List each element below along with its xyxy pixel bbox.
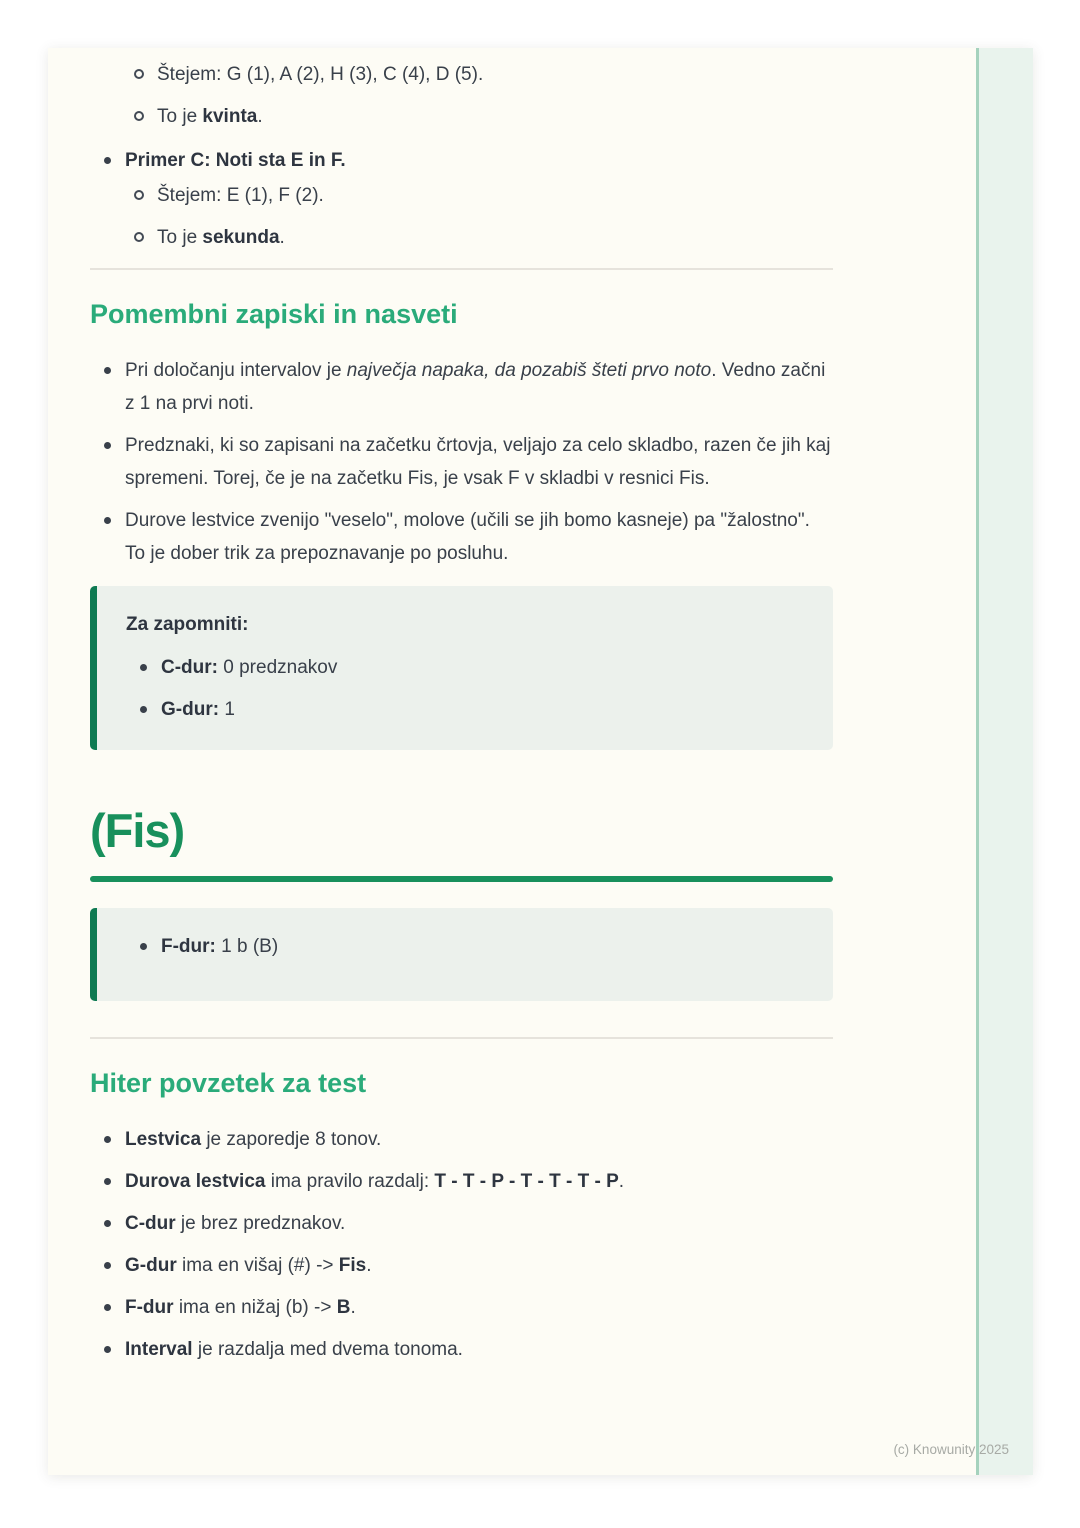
fis-page-title: (Fis) bbox=[90, 804, 185, 857]
list-item-text bbox=[125, 1129, 381, 1150]
list-item bbox=[90, 1165, 833, 1198]
list-item-text bbox=[125, 1171, 624, 1192]
text-run: Primer C: Noti sta E in F. bbox=[125, 150, 346, 171]
text-run: Durove lestvice zvenijo "veselo", molove (učili se jih bomo kasneje) pa "žalostno". To je dober trik za prepoznavanje po posluhu. bbox=[125, 510, 810, 564]
text-run: G-dur: bbox=[161, 699, 220, 720]
list-item-text bbox=[161, 657, 337, 678]
memo-list bbox=[126, 651, 803, 726]
text-run: ima en nižaj (b) -> bbox=[173, 1297, 337, 1318]
text-run: B bbox=[336, 1297, 351, 1318]
list-item-text bbox=[157, 64, 483, 85]
text-run: . bbox=[257, 106, 263, 127]
list-item bbox=[122, 58, 833, 91]
page-content bbox=[90, 48, 833, 1366]
text-run: Interval bbox=[125, 1339, 193, 1360]
memo-callout bbox=[90, 586, 833, 750]
text-run: Durova lestvica bbox=[125, 1171, 266, 1192]
text-run: največja napaka, da pozabiš šteti prvo noto bbox=[346, 360, 712, 381]
text-run: . Vedno začni z 1 na prvi noti. bbox=[125, 360, 826, 414]
text-run: ima en višaj (#) -> bbox=[176, 1255, 339, 1276]
title-underline-bar bbox=[90, 876, 833, 882]
fdur-callout bbox=[90, 908, 833, 1001]
summary-section-heading: Hiter povzetek za test bbox=[90, 1068, 367, 1098]
fdur-list bbox=[126, 930, 803, 963]
list-item-text bbox=[157, 185, 324, 206]
section-divider bbox=[90, 268, 833, 270]
list-item-text bbox=[125, 435, 830, 489]
text-run: . bbox=[279, 227, 285, 248]
decorative-right-strip bbox=[976, 48, 1033, 1475]
text-run: To je bbox=[157, 227, 203, 248]
text-run: Lestvica bbox=[125, 1129, 202, 1150]
text-run: . bbox=[618, 1171, 625, 1192]
list-item bbox=[90, 354, 833, 420]
text-run: 0 predznakov bbox=[217, 657, 338, 678]
text-run: Fis bbox=[338, 1255, 367, 1276]
text-run: je brez predznakov. bbox=[175, 1213, 346, 1234]
list-item bbox=[90, 504, 833, 570]
text-run: C-dur bbox=[125, 1213, 176, 1234]
list-item bbox=[126, 693, 803, 726]
text-run: je razdalja med dvema tonoma. bbox=[192, 1339, 463, 1360]
list-item-text bbox=[161, 699, 235, 720]
text-run: T - T - P - T - T - T - P bbox=[434, 1171, 619, 1192]
text-run: 1 bbox=[219, 699, 235, 720]
list-item bbox=[90, 1123, 833, 1156]
text-run: sekunda bbox=[202, 227, 280, 248]
copyright-text: (c) Knowunity 2025 bbox=[893, 1442, 1009, 1457]
text-run: . bbox=[366, 1255, 372, 1276]
text-run: Predznaki, ki so zapisani na začetku črtovja, veljajo za celo skladbo, razen če jih kaj spremeni. Torej, če je na začetku Fis, je vsak F v skladbi v resnici Fis. bbox=[125, 435, 831, 489]
list-item bbox=[122, 179, 833, 212]
list-item bbox=[90, 1291, 833, 1324]
list-item-text bbox=[125, 510, 810, 564]
list-item-text bbox=[125, 1255, 372, 1276]
text-run: G-dur bbox=[125, 1255, 177, 1276]
list-item-text bbox=[161, 936, 278, 957]
list-item bbox=[90, 1249, 833, 1282]
text-run: . bbox=[350, 1297, 356, 1318]
list-item bbox=[126, 651, 803, 684]
list-item-text bbox=[125, 150, 346, 171]
text-run: To je bbox=[157, 106, 203, 127]
list-item-text bbox=[125, 360, 825, 414]
document-page bbox=[48, 48, 1033, 1475]
list-item-text bbox=[125, 1339, 463, 1360]
text-run: ima pravilo razdalj: bbox=[265, 1171, 435, 1192]
text-run: Štejem: E (1), F (2). bbox=[157, 185, 324, 206]
list-item-text bbox=[157, 227, 285, 248]
text-run: Štejem: G (1), A (2), H (3), C (4), D (5). bbox=[157, 64, 484, 85]
text-run: F-dur bbox=[125, 1297, 174, 1318]
text-run: Pri določanju intervalov je bbox=[125, 360, 347, 381]
interval-examples-list bbox=[90, 58, 833, 254]
section-divider bbox=[90, 1037, 833, 1039]
text-run: kvinta bbox=[202, 106, 258, 127]
list-item bbox=[90, 1333, 833, 1366]
notes-list bbox=[90, 354, 833, 570]
list-item bbox=[90, 144, 833, 177]
list-item bbox=[90, 429, 833, 495]
list-item-text bbox=[125, 1297, 356, 1318]
text-run: C-dur: bbox=[161, 657, 218, 678]
list-item-text bbox=[157, 106, 263, 127]
text-run: je zaporedje 8 tonov. bbox=[201, 1129, 382, 1150]
callout-title: Za zapomniti: bbox=[126, 614, 249, 635]
list-item bbox=[122, 100, 833, 133]
list-item-text bbox=[125, 1213, 345, 1234]
list-item bbox=[122, 221, 833, 254]
text-run: 1 b (B) bbox=[215, 936, 279, 957]
notes-section-heading: Pomembni zapiski in nasveti bbox=[90, 299, 458, 329]
list-item bbox=[90, 1207, 833, 1240]
text-run: F-dur: bbox=[161, 936, 216, 957]
summary-list bbox=[90, 1123, 833, 1366]
list-item bbox=[126, 930, 803, 963]
